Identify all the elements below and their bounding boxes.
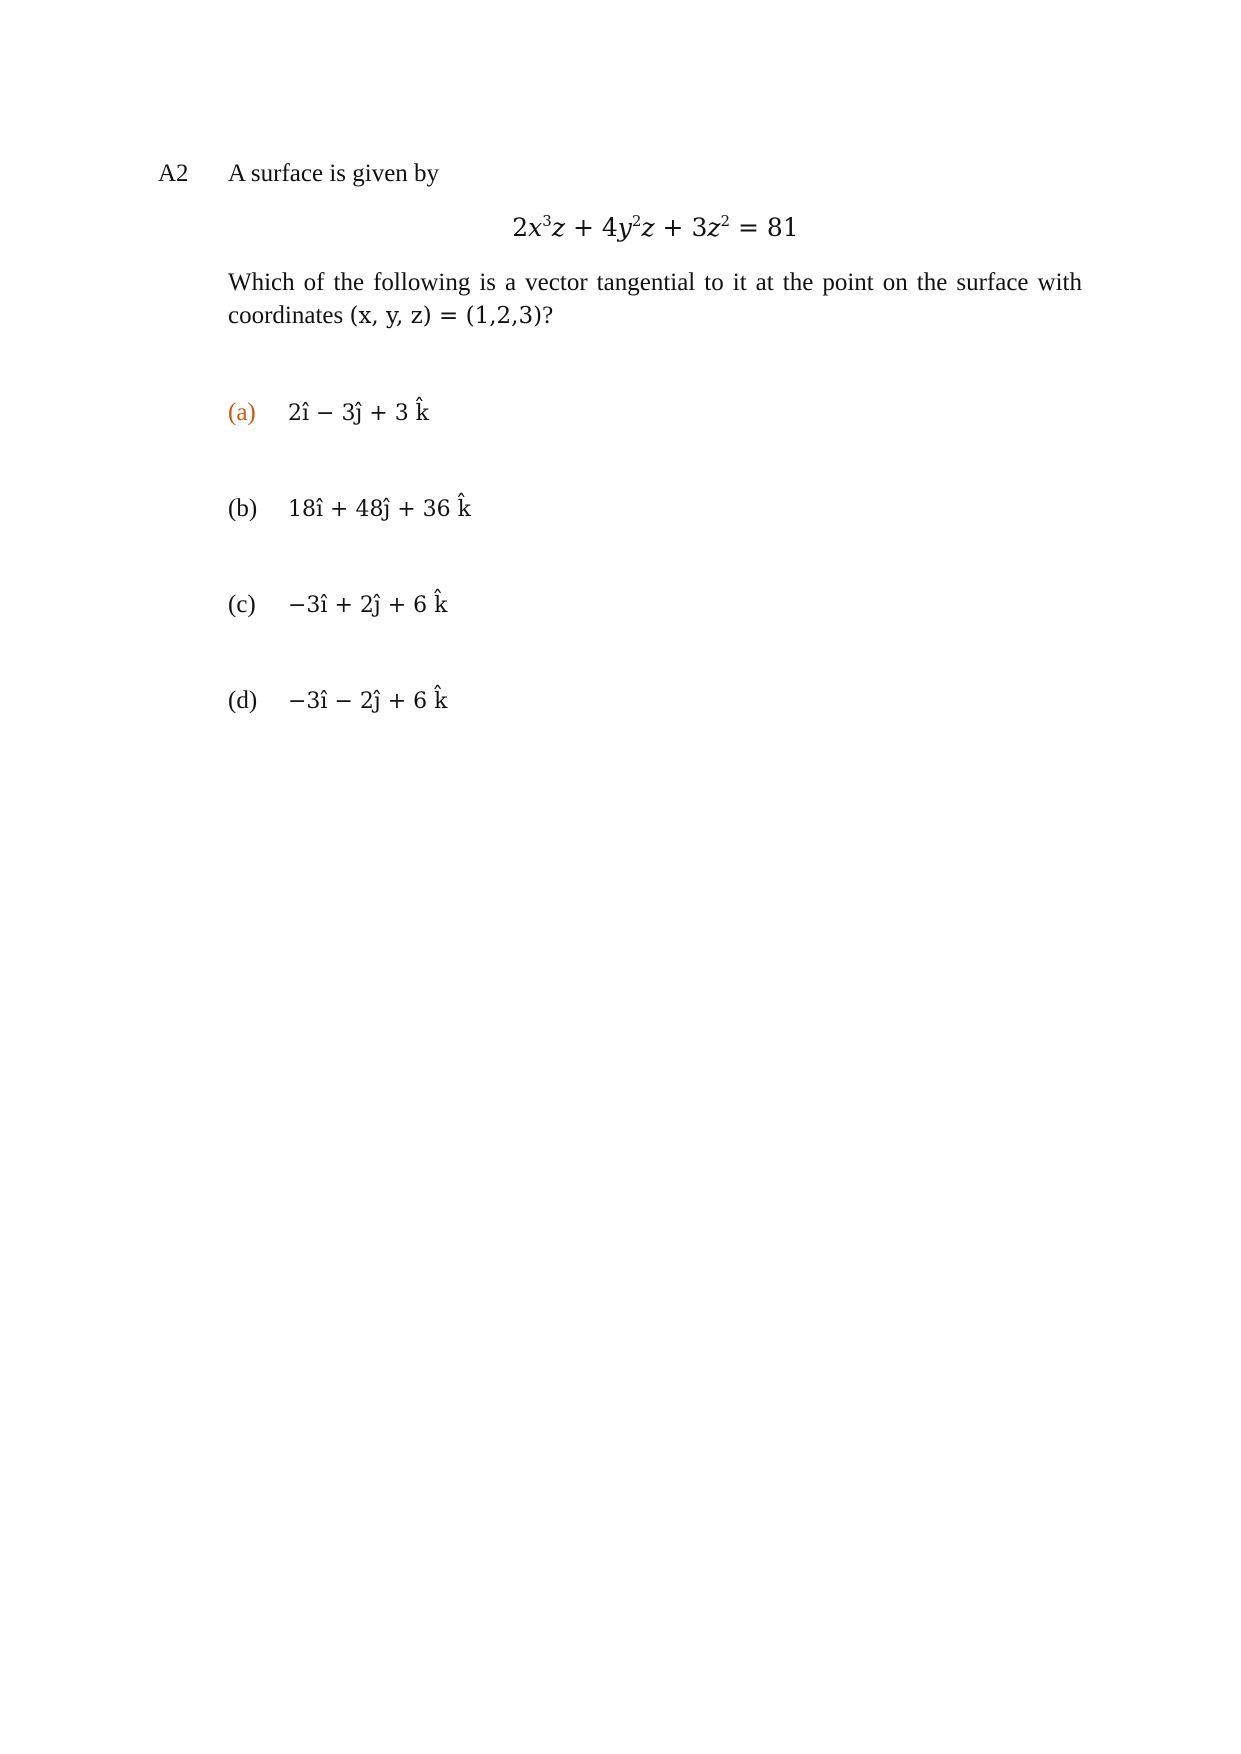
option-c-vector: −3î + 2ĵ + 6 k̂ xyxy=(288,593,448,618)
option-b[interactable] xyxy=(228,493,471,526)
option-a[interactable] xyxy=(228,397,429,430)
option-d[interactable] xyxy=(228,685,447,718)
option-c-label: (c) xyxy=(228,591,256,618)
question-intro: A surface is given by xyxy=(228,160,440,187)
option-d-label: (d) xyxy=(228,687,258,714)
option-b-vector: 18î + 48ĵ + 36 k̂ xyxy=(288,497,472,522)
question-prompt: Which of the following is a vector tangential to it at the point on the surface with coordinates (x, y, z) = (1,2,3)? xyxy=(228,269,1082,329)
option-c[interactable] xyxy=(228,589,447,622)
option-a-label: (a) xyxy=(228,399,256,426)
point-coordinates: (x, y, z) = (1,2,3) xyxy=(349,303,543,329)
option-a-vector: 2î − 3ĵ + 3 k̂ xyxy=(288,401,430,426)
option-b-label: (b) xyxy=(228,495,258,522)
option-d-vector: −3î − 2ĵ + 6 k̂ xyxy=(288,689,448,714)
surface-equation: $2x^3z + 4y^2z + 3z^2 = 81$ xyxy=(512,212,799,242)
question-number: A2 xyxy=(158,160,189,187)
